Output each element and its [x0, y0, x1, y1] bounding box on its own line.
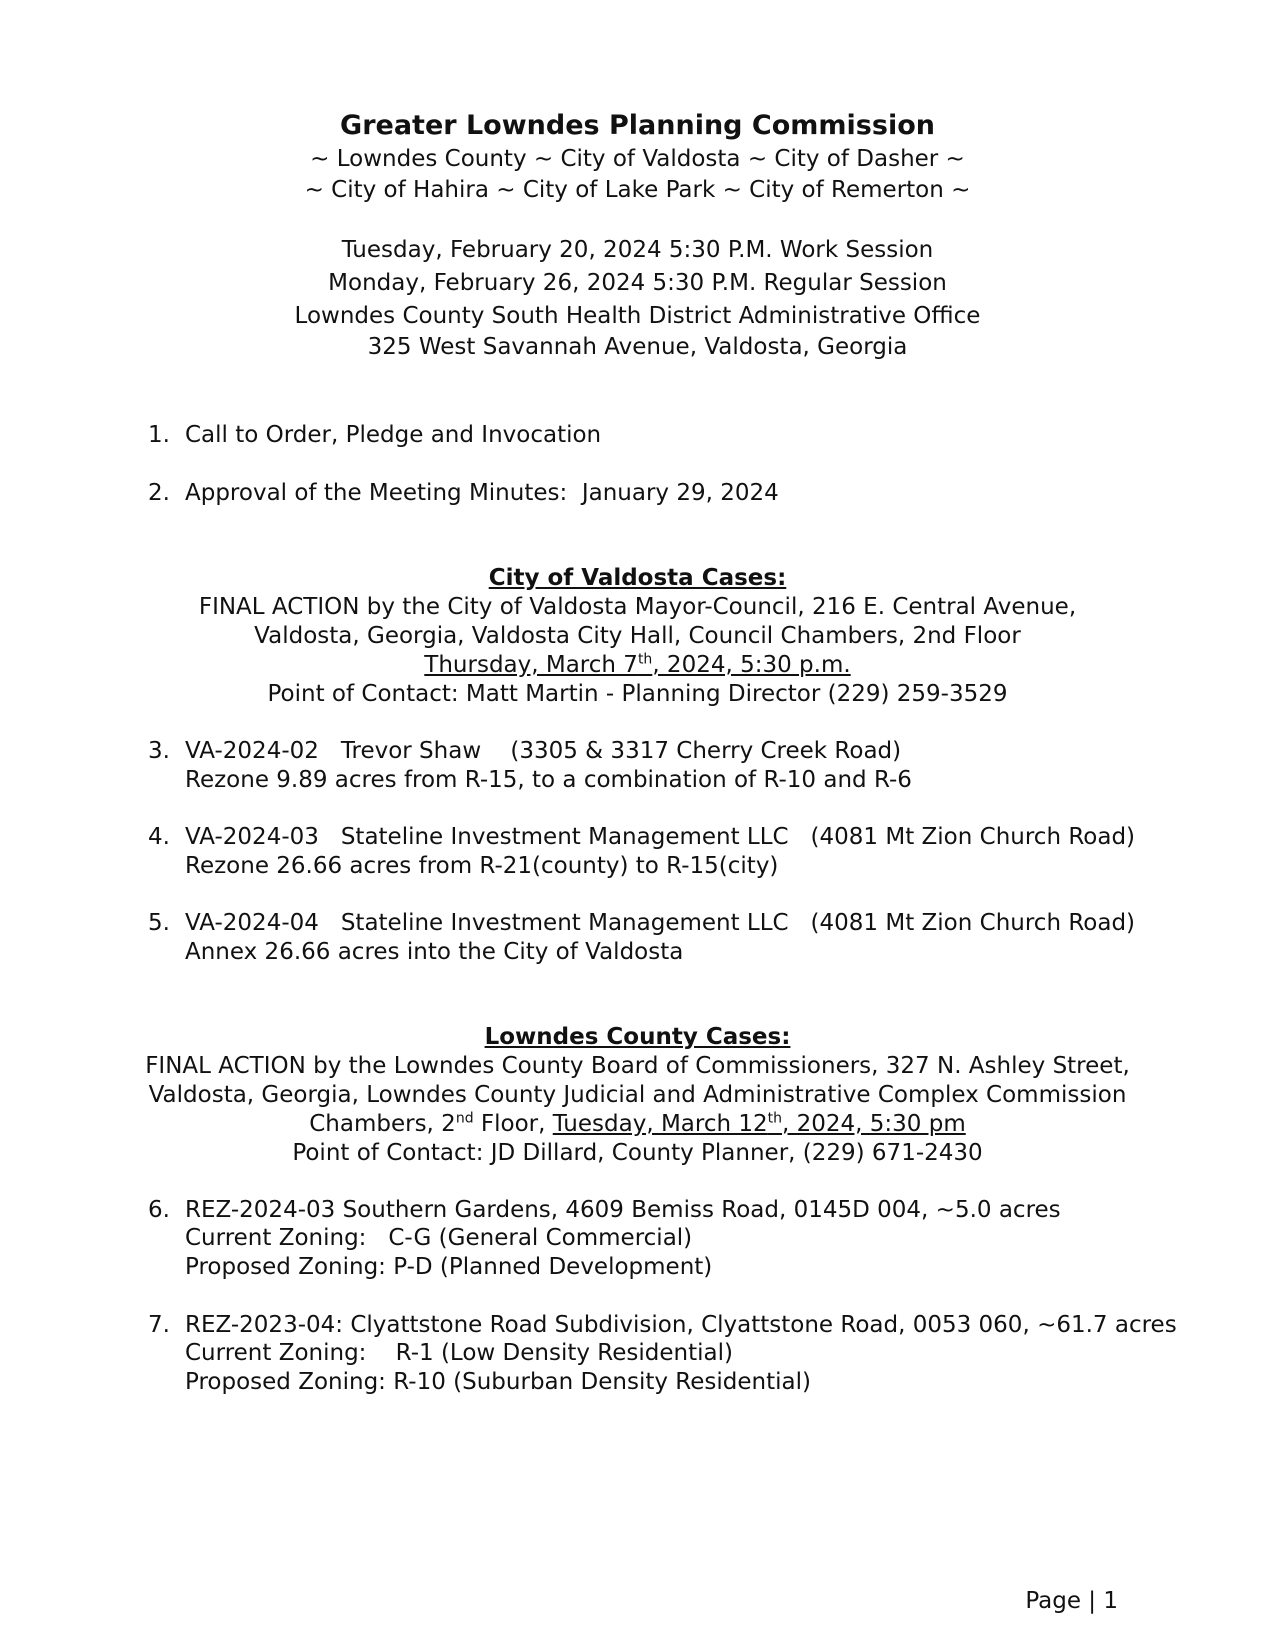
item-number: 5. — [148, 910, 170, 936]
case-title: VA-2024-04 Stateline Investment Management LLC (4081 Mt Zion Church Road) — [185, 910, 1136, 936]
agenda-item — [148, 1312, 1177, 1338]
item-number: 7. — [148, 1312, 170, 1338]
lowndes-final-action-line-1: FINAL ACTION by the Lowndes County Board of Commissioners, 327 N. Ashley Street, — [145, 1053, 1130, 1079]
item-text: Approval of the Meeting Minutes: January 29, 2024 — [185, 480, 779, 506]
agenda-item — [148, 738, 901, 764]
current-zoning: Current Zoning: R-1 (Low Density Residential) — [185, 1340, 733, 1366]
jurisdictions-line-1: ~ Lowndes County ~ City of Valdosta ~ City of Dasher ~ — [310, 146, 965, 172]
valdosta-point-of-contact: Point of Contact: Matt Martin - Planning Director (229) 259-3529 — [267, 681, 1008, 707]
agenda-item — [148, 1197, 1061, 1223]
valdosta-meeting-date: Thursday, March 7th, 2024, 5:30 p.m. — [424, 651, 851, 678]
current-zoning: Current Zoning: C-G (General Commercial) — [185, 1225, 693, 1251]
meeting-location: Lowndes County South Health District Administrative Office — [294, 303, 981, 329]
valdosta-final-action-line-2: Valdosta, Georgia, Valdosta City Hall, Council Chambers, 2nd Floor — [254, 623, 1021, 649]
valdosta-heading: City of Valdosta Cases: — [488, 565, 787, 591]
lowndes-meeting-date: Tuesday, March 12th, 2024, 5:30 pm — [552, 1110, 966, 1137]
item-number: 4. — [148, 824, 170, 850]
item-number: 3. — [148, 738, 170, 764]
work-session-date: Tuesday, February 20, 2024 5:30 P.M. Work Session — [341, 237, 934, 263]
valdosta-final-action-line-1: FINAL ACTION by the City of Valdosta Mayor-Council, 216 E. Central Avenue, — [198, 594, 1077, 620]
case-description: Annex 26.66 acres into the City of Valdosta — [185, 939, 684, 965]
case-description: Rezone 26.66 acres from R-21(county) to R-15(city) — [185, 853, 779, 879]
lowndes-final-action-line-2: Valdosta, Georgia, Lowndes County Judicial and Administrative Complex Commission — [148, 1082, 1127, 1108]
meeting-address: 325 West Savannah Avenue, Valdosta, Georgia — [367, 334, 908, 360]
page-number: Page | 1 — [1025, 1588, 1118, 1614]
item-number: 2. — [148, 480, 170, 506]
item-number: 6. — [148, 1197, 170, 1223]
agenda-item — [148, 910, 1135, 936]
case-title: REZ-2024-03 Southern Gardens, 4609 Bemiss Road, 0145D 004, ~5.0 acres — [185, 1197, 1061, 1223]
lowndes-point-of-contact: Point of Contact: JD Dillard, County Planner, (229) 671-2430 — [292, 1140, 983, 1166]
proposed-zoning: Proposed Zoning: R-10 (Suburban Density Residential) — [185, 1369, 811, 1395]
agenda-item — [148, 824, 1135, 850]
case-title: VA-2024-03 Stateline Investment Management LLC (4081 Mt Zion Church Road) — [185, 824, 1136, 850]
jurisdictions-line-2: ~ City of Hahira ~ City of Lake Park ~ City of Remerton ~ — [304, 177, 971, 203]
proposed-zoning: Proposed Zoning: P-D (Planned Development) — [185, 1254, 713, 1280]
agenda-item — [148, 422, 601, 448]
case-description: Rezone 9.89 acres from R-15, to a combination of R-10 and R-6 — [185, 767, 912, 793]
lowndes-heading: Lowndes County Cases: — [484, 1024, 791, 1050]
lowndes-final-action-line-3: Chambers, 2nd Floor, Tuesday, March 12th, 2024, 5:30 pm — [309, 1110, 966, 1137]
regular-session-date: Monday, February 26, 2024 5:30 P.M. Regular Session — [328, 270, 947, 296]
case-title: REZ-2023-04: Clyattstone Road Subdivision, Clyattstone Road, 0053 060, ~61.7 acres — [185, 1312, 1177, 1338]
case-title: VA-2024-02 Trevor Shaw (3305 & 3317 Cherry Creek Road) — [185, 738, 902, 764]
item-number: 1. — [148, 422, 170, 448]
agenda-item — [148, 480, 779, 506]
document-title: Greater Lowndes Planning Commission — [340, 110, 935, 141]
item-text: Call to Order, Pledge and Invocation — [185, 422, 602, 448]
